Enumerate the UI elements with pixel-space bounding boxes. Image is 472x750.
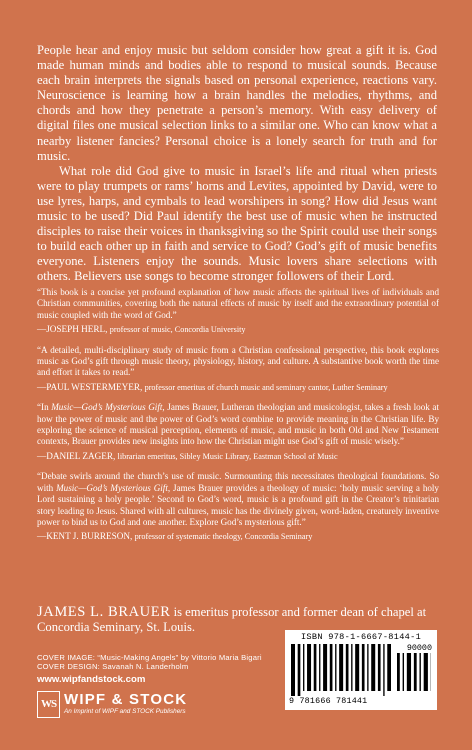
endorsement-quote [37, 345, 439, 379]
barcode-bar [355, 644, 359, 691]
publisher-logo-icon [37, 691, 60, 718]
quote-text: , James Brauer provides a theology of music: ‘holy music serving a holy Lord sustaining a holy people.’ Second to God’s word, music is a profound gift in the Creator’s trinitarian story leading to Jesus. Shared with all cultures, music has the divinely given, word-laden, creaturely inventive power to bind us to God and one another. Explore God’s mysterious gift.” [37, 482, 439, 527]
quote-text: “A detailed, multi-disciplinary study of music from a Christian confessional perspective, this book explores music as God’s gift through music theory, physiology, history, and culture. A substantive book worth the time and effort it takes to read.” [37, 344, 439, 378]
endorser-name: —JOSEPH HERL, [37, 324, 108, 335]
barcode-bar [319, 644, 320, 691]
barcode-bar [407, 653, 411, 691]
barcode-bar [335, 644, 336, 691]
endorsement-attribution [37, 451, 439, 462]
barcode-bar [383, 644, 384, 696]
endorsement [37, 345, 439, 394]
barcode-bar [346, 644, 349, 691]
endorser-affiliation: librarian emeritus, Sibley Music Library, Eastman School of Music [117, 451, 338, 461]
barcode-bar [291, 644, 295, 696]
barcode-bar [298, 644, 301, 696]
book-title-italic: Music—God’s Mysterious Gift [56, 482, 168, 493]
ean-digits: 9 781666 781441 [289, 696, 368, 706]
endorser-affiliation: professor of music, Concordia University [109, 325, 246, 335]
cover-image-credit: COVER IMAGE: “Music-Making Angels” by Vittorio Maria Bigari [37, 653, 262, 662]
quote-text: “In [37, 402, 52, 413]
barcode-bar [307, 644, 311, 691]
barcode-bar [362, 644, 365, 691]
endorsement-quote [37, 287, 439, 321]
barcode-bar [371, 644, 375, 691]
barcode-bar [330, 644, 333, 691]
endorsement [37, 287, 439, 336]
barcode-bar [367, 644, 368, 691]
barcode-bar [414, 653, 417, 691]
barcode-bar [419, 653, 420, 691]
back-cover-blurb [37, 43, 437, 285]
ean-barcode-icon [291, 644, 391, 696]
barcode-bar [424, 653, 428, 691]
endorser-affiliation: professor emeritus of church music and seminary cantor, Luther Seminary [144, 382, 388, 392]
isbn-number: ISBN 978-1-6667-8144-1 [300, 632, 422, 642]
barcode-bar [339, 644, 343, 691]
endorsement-quote [37, 471, 439, 528]
endorser-name: —DANIEL ZAGER, [37, 450, 116, 461]
endorsements [37, 287, 439, 552]
endorsement-quote [37, 402, 439, 448]
blurb-paragraph-1: People hear and enjoy music but seldom consider how great a gift it is. God made human minds and bodies able to respond to musical sounds. Because each brain interprets the signals based on personal experience, reactions vary. Neuroscience is learning how a brain handles the melodies, rhythms, and chords and how they penetrate a person’s memory. With easy delivery of digital files one musical selection links to a similar one. Who can know what a nearby listener fancies? Personal choice is a lonely search for truth and for music. [37, 43, 437, 163]
publisher-website[interactable]: www.wipfandstock.com [37, 674, 146, 685]
publisher-text [64, 692, 187, 716]
barcode-bar [397, 653, 400, 691]
barcode-bar [403, 653, 404, 691]
isbn-barcode [285, 630, 437, 710]
endorser-affiliation: professor of systematic theology, Concordia Seminary [134, 532, 313, 542]
endorser-name: —PAUL WESTERMEYER, [37, 381, 143, 392]
endorsement-attribution [37, 324, 439, 335]
barcode-bar [303, 644, 304, 691]
endorsement-attribution [37, 382, 439, 393]
barcode-bar [323, 644, 327, 691]
endorsement-attribution [37, 531, 439, 542]
logo-mark: WS [40, 698, 57, 710]
price-barcode-icon [397, 653, 431, 696]
cover-design-credit: COVER DESIGN: Savanah N. Landerholm [37, 662, 189, 671]
barcode-bar [314, 644, 317, 691]
quote-text: “Debate swirls around the church’s use of music. Surmounting this necessitates theological foundations. So with [37, 471, 439, 493]
endorsement [37, 402, 439, 462]
endorsement [37, 471, 439, 542]
endorser-name: —KENT J. BURRESON, [37, 531, 133, 542]
publisher-imprint [37, 689, 187, 719]
blurb-paragraph-2: What role did God give to music in Israel’s life and ritual when priests were to play trumpets or rams’ horns and Levites, appointed by David, were to use lyres, harps, and cymbals to lead worshipers in song? How did Jesus want music to be used? Did Paul identify the best use of music when he instructed disciples to raise their voices in thanksgiving so the Spirit could use their songs to build each other up in faith and service to God? God’s gift of music benefits everyone. Listeners enjoy the sounds. Music lovers share selections with others. Believers use songs to become stronger followers of their Lord. [37, 163, 437, 284]
barcode-bar [351, 644, 352, 691]
quote-text: “This book is a concise yet profound explanation of how music affects the spiritual lives of individuals and Christian communities, covering both the natural effects of music by itself and the extraordinary potential of music coupled with the word of God.” [37, 287, 439, 320]
book-title-italic: Music—God’s Mysterious Gift [51, 402, 163, 413]
quote-text: , James Brauer, Lutheran theologian and musicologist, takes a fresh look at how the power of music and the power of God’s word combine to provide meaning in the Christian life. By exploring the science of musical perception, elements of music, and music in both Old and New Testament contexts, Brauer provides new insights into how the Christian might use God’s gift of music wisely.” [37, 402, 439, 447]
publisher-subtitle: An Imprint of WIPF and STOCK Publishers [64, 708, 186, 715]
barcode-bar [378, 644, 381, 691]
publisher-name: WIPF & STOCK [64, 691, 188, 708]
author-name: JAMES L. BRAUER [37, 604, 171, 620]
price-code: 90000 [406, 643, 432, 653]
barcode-bar [387, 644, 391, 691]
author-bio-text: is emeritus professor and former dean of chapel at Concordia Seminary, St. Louis. [37, 605, 427, 634]
cover-credits [37, 653, 262, 671]
